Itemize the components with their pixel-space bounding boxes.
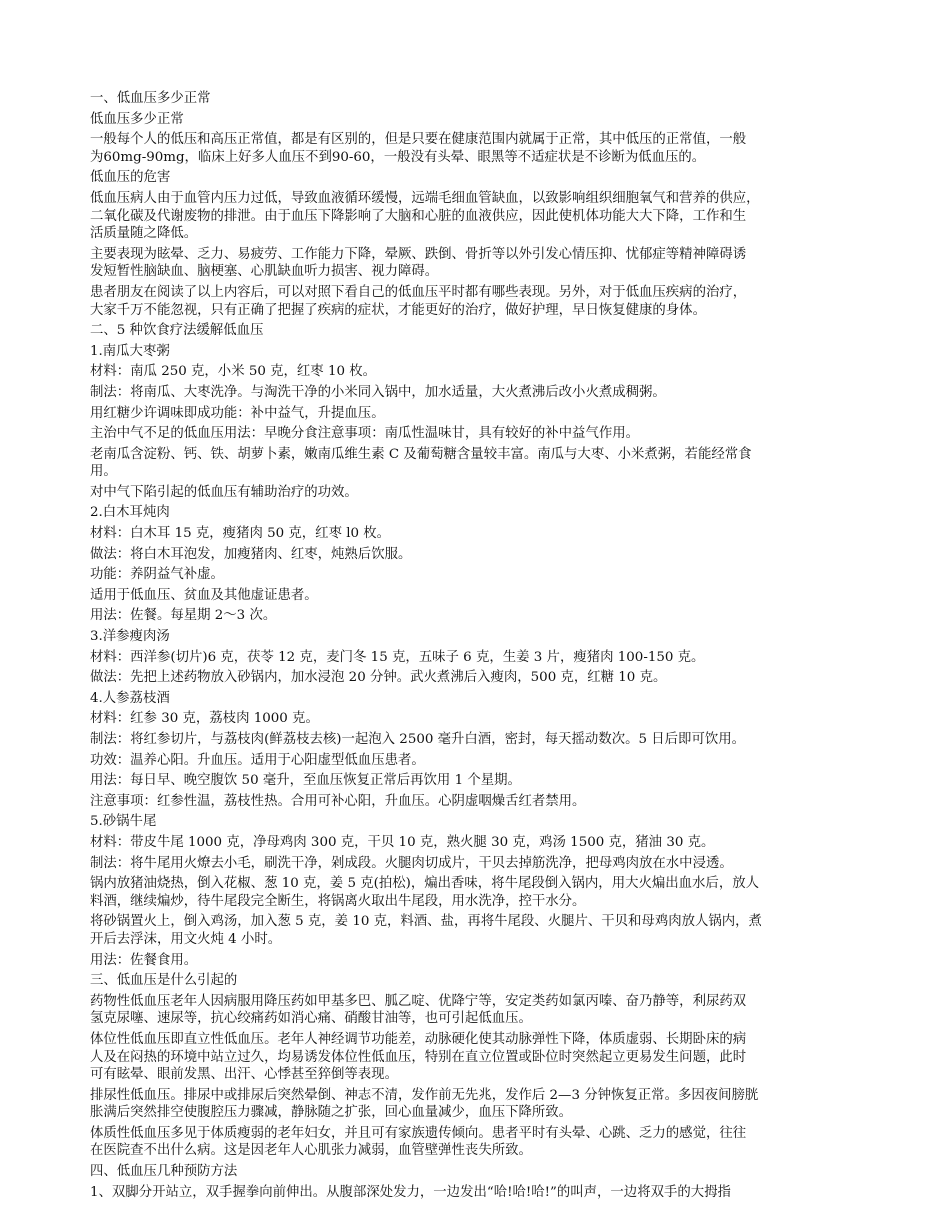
text-line: 低血压多少正常 [90, 111, 184, 127]
text-line: 锅内放猪油烧热，倒入花椒、葱 10 克，姜 5 克(拍松)，煸出香味，将牛尾段倒入锅内，用大火煸出血水后，放人 [90, 876, 759, 892]
text-line: 材料：红参 30 克，荔枝肉 1000 克。 [90, 711, 319, 727]
text-line: 材料：带皮牛尾 1000 克，净母鸡肉 300 克，干贝 10 克，熟火腿 30 克，鸡汤 1500 克，猪油 30 克。 [90, 834, 715, 850]
text-line: 主要表现为眩晕、乏力、易疲劳、工作能力下降，晕厥、跌倒、骨折等以外引发心情压抑、忧郁症等精神障碍诱 [90, 246, 747, 262]
text-line: 开后去浮沫，用文火炖 4 小时。 [90, 931, 282, 947]
text-line: 四、低血压几种预防方法 [90, 1164, 238, 1180]
text-line: 氢克尿噻、速尿等，抗心绞痛药如消心痛、硝酸甘油等，也可引起低血压。 [90, 1011, 532, 1027]
text-line: 注意事项：红参性温，荔枝性热。合用可补心阳，升血压。心阴虚咽燥舌红者禁用。 [90, 793, 586, 809]
text-line: 可有眩晕、眼前发黑、出汗、心悸甚至猝倒等表现。 [90, 1067, 398, 1083]
text-line: 材料：白木耳 15 克，瘦猪肉 50 克，红枣 l0 枚。 [90, 526, 391, 542]
text-line: 用红糖少许调味即成功能：补中益气，升提血压。 [90, 405, 385, 421]
text-line: 用。 [90, 464, 117, 480]
text-line: 低血压的危害 [90, 170, 171, 186]
text-line: 二氧化碳及代谢废物的排泄。由于血压下降影响了大脑和心脏的血液供应，因此使机体功能大大下降，工作和生 [90, 208, 747, 224]
text-line: 料酒，继续煸炒，待牛尾段完全断生，将锅离火取出牛尾段，用水洗净，控干水分。 [90, 893, 586, 909]
text-line: 3.洋参瘦肉汤 [90, 629, 170, 645]
text-line: 一般每个人的低压和高压正常值，都是有区别的，但是只要在健康范围内就属于正常，其中低压的正常值，一般 [90, 132, 747, 148]
text-line: 5.砂锅牛尾 [90, 814, 157, 830]
text-line: 将砂锅置火上，倒入鸡汤，加入葱 5 克，姜 10 克，料酒、盐，再将牛尾段、火腿片、干贝和母鸡肉放人锅内，煮 [90, 914, 762, 930]
text-line: 对中气下陷引起的低血压有辅助治疗的功效。 [90, 484, 358, 500]
text-line: 活质量随之降低。 [90, 226, 198, 242]
text-line: 三、低血压是什么引起的 [90, 973, 238, 989]
text-line: 大家千万不能忽视，只有正确了把握了疾病的症状，才能更好的治疗，做好护理，早日恢复健康的身体。 [90, 302, 706, 318]
text-line: 体质性低血压多见于体质瘦弱的老年妇女，并且可有家族遗传倾向。患者平时有头晕、心跳、乏力的感觉，往往 [90, 1125, 747, 1141]
text-line: 材料：西洋参(切片)6 克，茯苓 12 克，麦门冬 15 克，五味子 6 克，生姜 3 片，瘦猪肉 100-150 克。 [90, 649, 705, 665]
text-line: 制法：将南瓜、大枣洗净。与淘洗干净的小米同入锅中，加水适量，大火煮沸后改小火煮成稠粥。 [90, 384, 666, 400]
text-line: 低血压病人由于血管内压力过低，导致血液循环缓慢，远端毛细血管缺血，以致影响组织细胞氧气和营养的供应， [90, 190, 760, 206]
text-line: 做法：先把上述药物放入砂锅内，加水浸泡 20 分钟。武火煮沸后入瘦肉，500 克，红糖 10 克。 [90, 670, 667, 686]
text-line: 功效：温养心阳。升血压。适用于心阳虚型低血压患者。 [90, 752, 425, 768]
text-line: 功能：养阴益气补虚。 [90, 567, 224, 583]
text-line: 2.白木耳炖肉 [90, 505, 170, 521]
text-line: 患者朋友在阅读了以上内容后，可以对照下看自己的低血压平时都有哪些表现。另外，对于低血压疾病的治疗， [90, 284, 747, 300]
text-line: 材料：南瓜 250 克，小米 50 克，红枣 10 枚。 [90, 364, 377, 380]
text-line: 用法：每日早、晚空腹饮 50 毫升，至血压恢复正常后再饮用 1 个星期。 [90, 773, 521, 789]
text-line: 做法：将白木耳泡发，加瘦猪肉、红枣，炖熟后饮服。 [90, 546, 412, 562]
text-line: 人及在闷热的环境中站立过久，均易诱发体位性低血压，特别在直立位置或卧位时突然起立更易发生问题，此时 [90, 1049, 747, 1065]
text-line: 1、双脚分开站立，双手握拳向前伸出。从腹部深处发力，一边发出“哈!哈!哈!”的叫声，一边将双手的大拇指 [90, 1184, 731, 1200]
text-line: 老南瓜含淀粉、钙、铁、胡萝卜素，嫩南瓜维生素 C 及葡萄糖含量较丰富。南瓜与大枣、小米煮粥，若能经常食 [90, 446, 752, 462]
text-line: 排尿性低血压。排尿中或排尿后突然晕倒、神志不清，发作前无先兆，发作后 2—3 分钟恢复正常。多因夜间膀胱 [90, 1087, 759, 1103]
document-body [90, 90, 860, 1201]
text-line: 适用于低血压、贫血及其他虚证患者。 [90, 587, 318, 603]
text-line: 制法：将红参切片，与荔枝肉(鲜荔枝去核)一起泡入 2500 毫升白酒，密封，每天摇动数次。5 日后即可饮用。 [90, 732, 745, 747]
text-line: 主治中气不足的低血压用法：早晚分食注意事项：南瓜性温味甘，具有较好的补中益气作用。 [90, 426, 640, 442]
text-line: 4.人参荔枝酒 [90, 690, 170, 706]
text-line: 药物性低血压老年人因病服用降压药如甲基多巴、胍乙啶、优降宁等，安定类药如氯丙嗪、奋乃静等，利尿药双 [90, 993, 747, 1009]
text-line: 二、5 种饮食疗法缓解低血压 [90, 323, 264, 339]
text-line: 1.南瓜大枣粥 [90, 343, 170, 359]
text-line: 用法：佐餐。每星期 2～3 次。 [90, 608, 277, 624]
text-line: 制法：将牛尾用火燎去小毛，刷洗干净，剁成段。火腿肉切成片，干贝去掉筋洗净，把母鸡肉放在水中浸透。 [90, 855, 733, 871]
text-line: 体位性低血压即直立性低血压。老年人神经调节功能差，动脉硬化使其动脉弹性下降，体质虚弱、长期卧床的病 [90, 1031, 747, 1047]
text-line: 一、低血压多少正常 [90, 91, 211, 106]
text-line: 在医院查不出什么病。这是因老年人心肌张力减弱，血管壁弹性丧失所致。 [90, 1143, 532, 1159]
text-line: 发短暂性脑缺血、脑梗塞、心肌缺血听力损害、视力障碍。 [90, 264, 439, 280]
text-line: 用法：佐餐食用。 [90, 952, 198, 968]
text-line: 胀满后突然排空使腹腔压力骤减，静脉随之扩张，回心血量减少，血压下降所致。 [90, 1105, 573, 1121]
text-line: 为60mg-90mg，临床上好多人血压不到90-60，一般没有头晕、眼黑等不适症状是不诊断为低血压的。 [90, 149, 706, 165]
